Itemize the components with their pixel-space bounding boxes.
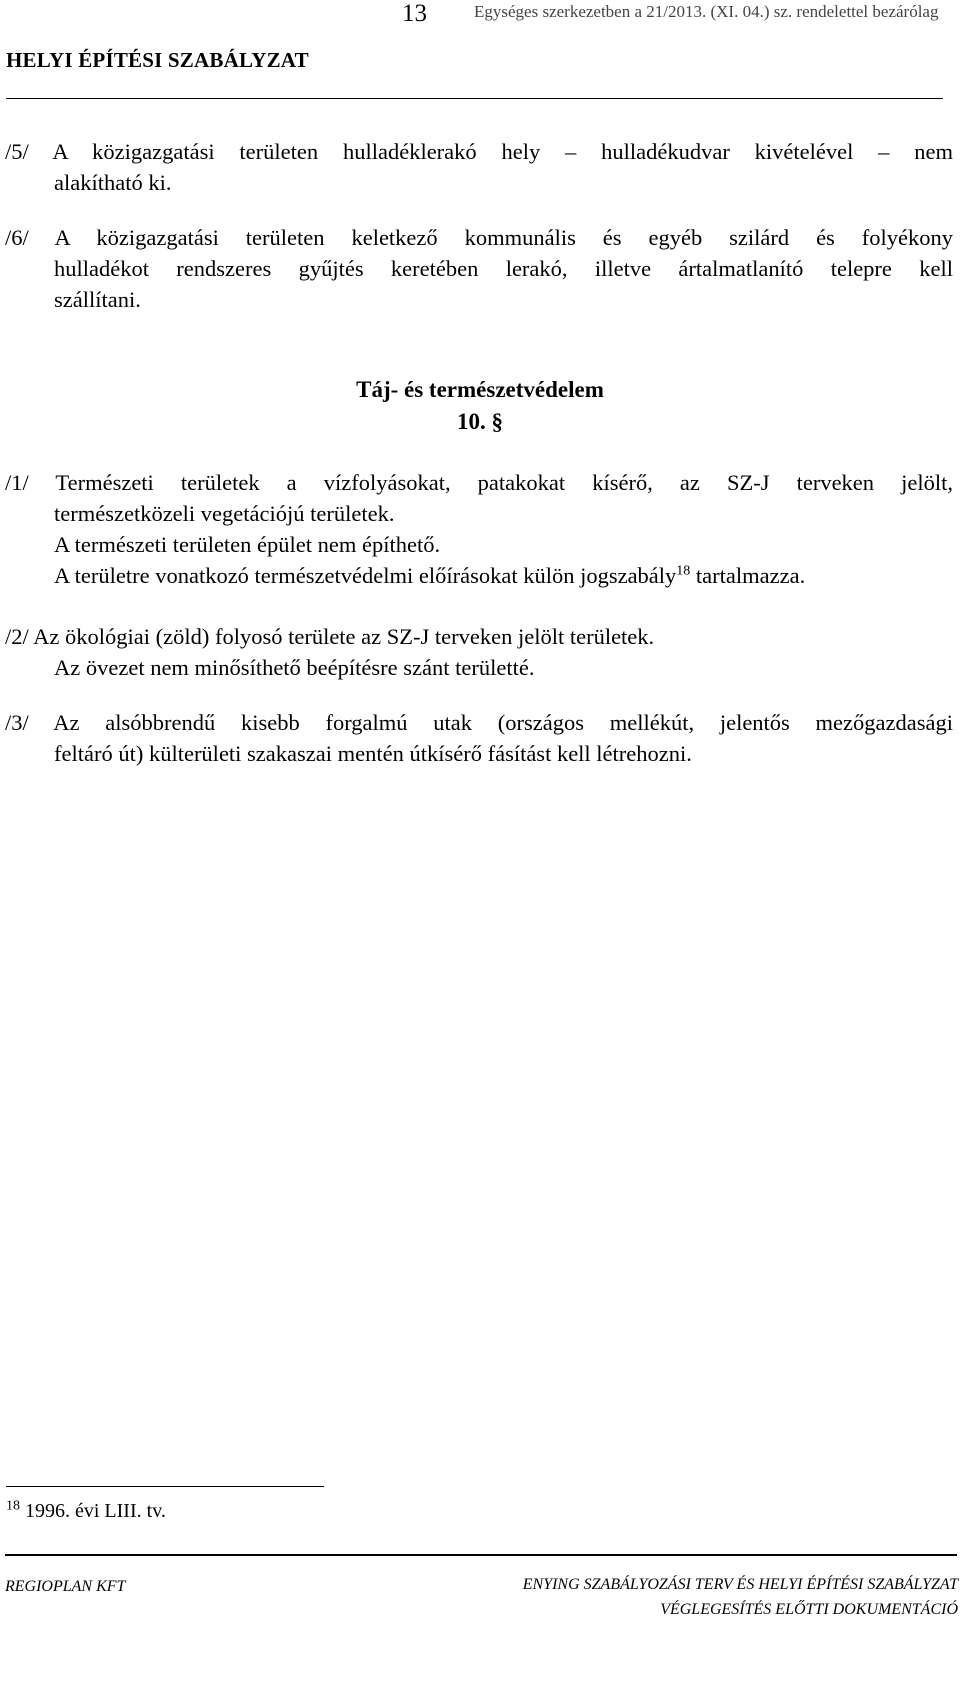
- footnote-text: 1996. évi LIII. tv.: [20, 1500, 166, 1522]
- line-text: A területre vonatkozó természetvédelmi előírásokat külön jogszabály: [54, 563, 677, 588]
- footer-rule: [5, 1554, 957, 1556]
- footer-left: REGIOPLAN KFT: [5, 1578, 126, 1595]
- paragraph-line: [5, 560, 953, 591]
- paragraph-5: [5, 136, 953, 198]
- paragraph-line: /6/ A közigazgatási területen keletkező kommunális és egyéb szilárd és folyékony: [5, 225, 953, 250]
- header-rule: [6, 98, 943, 99]
- paragraph-line: szállítani.: [54, 287, 141, 312]
- footer-right-line1: ENYING SZABÁLYOZÁSI TERV ÉS HELYI ÉPÍTÉSI SZABÁLYZAT: [522, 1576, 958, 1593]
- paragraph-line: A természeti területen épület nem építhető.: [54, 532, 441, 557]
- footnote: [6, 1500, 166, 1523]
- paragraph-line: /2/ Az ökológiai (zöld) folyosó területe az SZ-J terveken jelölt területek.: [5, 624, 655, 649]
- section-paragraph-2: [5, 621, 953, 683]
- document-title: HELYI ÉPÍTÉSI SZABÁLYZAT: [6, 48, 309, 72]
- paragraph-line: hulladékot rendszeres gyűjtés keretében lerakó, illetve ártalmatlanító telepre kell: [54, 256, 953, 281]
- page-number: 13: [402, 0, 427, 27]
- paragraph-line: alakítható ki.: [54, 170, 172, 195]
- footnote-mark: 18: [6, 1498, 20, 1514]
- paragraph-line: Az övezet nem minősíthető beépítésre szánt területté.: [54, 655, 535, 680]
- consolidation-note: Egységes szerkezetben a 21/2013. (XI. 04.) sz. rendelettel bezárólag: [474, 2, 939, 21]
- paragraph-line: /1/ Természeti területek a vízfolyásokat, patakokat kísérő, az SZ-J terveken jelölt,: [5, 470, 953, 495]
- paragraph-line: /3/ Az alsóbbrendű kisebb forgalmú utak (országos mellékút, jelentős mezőgazdasági: [5, 710, 953, 735]
- footnote-reference[interactable]: 18: [676, 563, 691, 579]
- paragraph-line: /5/ A közigazgatási területen hulladéklerakó hely – hulladékudvar kivételével – nem: [5, 139, 953, 164]
- section-paragraph-1: [5, 467, 953, 591]
- paragraph-6: [5, 222, 953, 315]
- section-number: 10. §: [457, 409, 503, 434]
- paragraph-line: feltáró út) külterületi szakaszai mentén útkísérő fásítást kell létrehozni.: [54, 741, 692, 766]
- paragraph-line: természetközeli vegetációjú területek.: [54, 501, 395, 526]
- section-paragraph-3: [5, 707, 953, 769]
- section-title: Táj- és természetvédelem: [356, 377, 604, 402]
- footnote-rule: [6, 1486, 324, 1487]
- line-text: tartalmazza.: [690, 563, 806, 588]
- footer-right-line2: VÉGLEGESÍTÉS ELŐTTI DOKUMENTÁCIÓ: [660, 1601, 958, 1618]
